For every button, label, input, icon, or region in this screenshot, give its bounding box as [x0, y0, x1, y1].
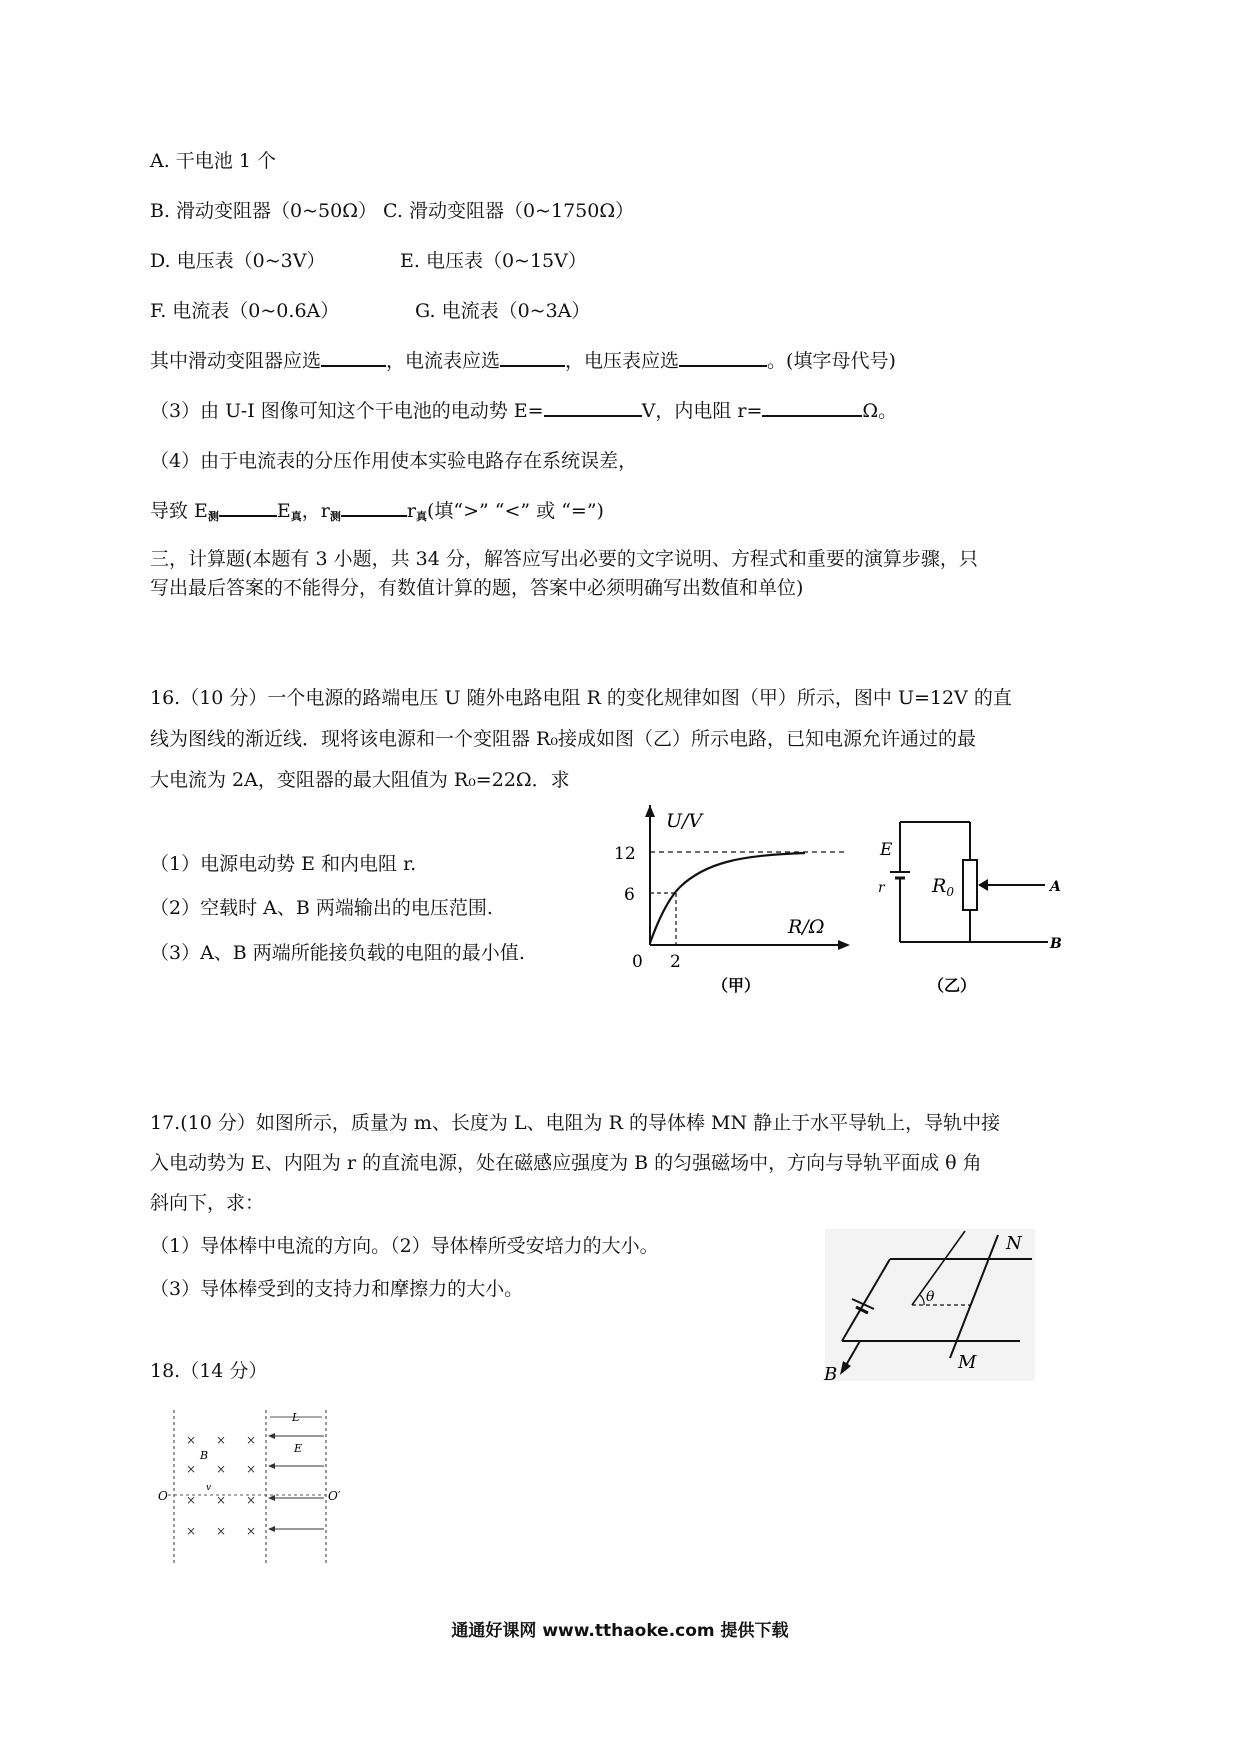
- option-c: C. 滑动变阻器（0~1750Ω）: [383, 200, 635, 222]
- select-text-2: ，电流表应选: [386, 350, 501, 372]
- answer-blank-emf[interactable]: [544, 397, 642, 417]
- xlabel-r: R/Ω: [788, 916, 825, 938]
- label-v: v: [206, 1483, 212, 1493]
- q3-text-3: Ω。: [862, 400, 898, 422]
- q16-sub-2: （2）空载时 A、B 两端输出的电压范围.: [150, 897, 493, 919]
- answer-blank-rheostat[interactable]: [321, 347, 386, 367]
- option-f: F. 电流表（0~0.6A）: [150, 300, 340, 322]
- subscript-measured-r: 测: [329, 510, 341, 523]
- tick-2: 2: [670, 952, 681, 972]
- b-field-crosses: [186, 1433, 256, 1538]
- label-e: E: [294, 1442, 303, 1455]
- section-3-line-2: 写出最后答案的不能得分，有数值计算的题，答案中必须明确写出数值和单位): [150, 577, 804, 599]
- figure-yi: [870, 810, 1070, 1010]
- select-text-4: 。(填字母代号): [767, 350, 896, 372]
- svg-text:×: ×: [246, 1493, 257, 1507]
- q17-sub-2: （3）导体棒受到的支持力和摩擦力的大小。: [150, 1278, 524, 1300]
- u-r-curve: [650, 853, 805, 943]
- subscript-true-r: 真: [415, 510, 427, 523]
- label-b: B: [824, 1364, 838, 1385]
- footer-credit: 通通好课网 www.tthaoke.com 提供下载: [451, 1621, 789, 1641]
- svg-text:×: ×: [186, 1462, 197, 1476]
- error-line: [150, 496, 604, 532]
- rheostat-r0: [963, 860, 977, 910]
- option-d: D. 电压表（0~3V）: [150, 250, 326, 272]
- label-m: M: [958, 1352, 977, 1373]
- option-g: G. 电流表（0~3A）: [415, 300, 591, 322]
- subscript-measured: 测: [207, 510, 219, 523]
- q16-sub-1: （1）电源电动势 E 和内电阻 r.: [150, 853, 417, 875]
- select-text-1: 其中滑动变阻器应选: [150, 350, 322, 372]
- answer-blank-e-compare[interactable]: [219, 497, 277, 517]
- select-text-3: ，电压表应选: [565, 350, 680, 372]
- x-axis-arrow: [838, 940, 850, 950]
- q3-text-1: （3）由 U-I 图像可知这个干电池的电动势 E=: [150, 400, 544, 422]
- label-o-prime: O′: [328, 1489, 341, 1503]
- label-b: B: [200, 1449, 209, 1462]
- e-field-arrows: [268, 1433, 275, 1532]
- subscript-true: 真: [290, 510, 302, 523]
- label-n: N: [1006, 1233, 1022, 1254]
- terminal-a: A: [1050, 879, 1061, 895]
- lead-tail: (填“>” “<” 或 “=”): [426, 500, 604, 522]
- caption-yi: （乙）: [928, 976, 977, 995]
- lead-e: E: [276, 500, 291, 522]
- q3-line: [150, 396, 897, 426]
- option-a: A. 干电池 1 个: [150, 150, 276, 172]
- slider-arrow: [978, 879, 988, 891]
- q18-heading: 18.（14 分）: [150, 1360, 268, 1382]
- svg-text:×: ×: [246, 1524, 257, 1538]
- label-e: E: [880, 840, 893, 860]
- ylabel-uv: U/V: [666, 810, 703, 832]
- answer-blank-ammeter[interactable]: [500, 347, 565, 367]
- figure-17: [820, 1225, 1035, 1395]
- answer-blank-voltmeter[interactable]: [679, 347, 767, 367]
- label-r0: $R_0$: [932, 875, 954, 899]
- label-l: L: [292, 1411, 300, 1424]
- answer-blank-resistance[interactable]: [762, 397, 862, 417]
- q16-line-3: 大电流为 2A，变阻器的最大阻值为 R₀=22Ω．求: [150, 769, 570, 791]
- option-d-e-line: [150, 246, 587, 276]
- q16-sub-3: （3）A、B 两端所能接负载的电阻的最小值.: [150, 942, 525, 964]
- svg-text:×: ×: [186, 1524, 197, 1538]
- terminal-b: B: [1050, 936, 1062, 952]
- q17-line-1: 17.(10 分）如图所示，质量为 m、长度为 L、电阻为 R 的导体棒 MN 静止于水平导轨上，导轨中接: [150, 1112, 1001, 1134]
- y-axis-arrow: [645, 805, 655, 817]
- option-b: B. 滑动变阻器（0~50Ω）: [150, 200, 377, 222]
- q16-line-2: 线为图线的渐近线．现将该电源和一个变阻器 R₀接成如图（乙）所示电路，已知电源允许通过的最: [150, 728, 976, 750]
- svg-text:×: ×: [216, 1524, 227, 1538]
- option-b-c-line: [150, 196, 634, 226]
- q4-line: （4）由于电流表的分压作用使本实验电路存在系统误差，: [150, 450, 638, 472]
- option-f-g-line: [150, 296, 590, 326]
- label-theta: θ: [926, 1289, 935, 1305]
- tick-12: 12: [614, 844, 636, 864]
- selection-line: [150, 346, 896, 376]
- svg-text:×: ×: [246, 1462, 257, 1476]
- q17-line-2: 入电动势为 E、内阻为 r 的直流电源，处在磁感应强度为 B 的匀强磁场中，方向与导轨平面成 θ 角: [150, 1152, 982, 1174]
- svg-text:×: ×: [216, 1493, 227, 1507]
- tick-6: 6: [624, 885, 635, 905]
- tick-0: 0: [632, 952, 643, 972]
- label-r: r: [878, 880, 885, 896]
- label-o: O: [158, 1489, 168, 1503]
- answer-blank-r-compare[interactable]: [341, 497, 407, 517]
- svg-text:×: ×: [186, 1493, 197, 1507]
- svg-text:×: ×: [246, 1433, 257, 1447]
- svg-text:×: ×: [186, 1433, 197, 1447]
- option-e: E. 电压表（0~15V）: [400, 250, 587, 272]
- figure-18: [158, 1408, 348, 1573]
- section-3-line-1: 三，计算题(本题有 3 小题，共 34 分，解答应写出必要的文字说明、方程式和重要的演算步骤，只: [150, 548, 978, 570]
- q16-line-1: 16.（10 分）一个电源的路端电压 U 随外电路电阻 R 的变化规律如图（甲）所示，图中 U=12V 的直: [150, 687, 1012, 709]
- lead-r-sep: ，r: [301, 500, 330, 522]
- caption-jia: （甲）: [712, 976, 761, 995]
- q17-sub-1: （1）导体棒中电流的方向。（2）导体棒所受安培力的大小。: [150, 1235, 659, 1257]
- q17-line-3: 斜向下，求：: [150, 1192, 265, 1214]
- svg-text:×: ×: [216, 1433, 227, 1447]
- q3-text-2: V，内电阻 r=: [641, 400, 763, 422]
- svg-text:×: ×: [216, 1462, 227, 1476]
- lead-text: 导致 E: [150, 500, 208, 522]
- figure-jia: [614, 805, 860, 1010]
- lead-r: r: [406, 500, 416, 522]
